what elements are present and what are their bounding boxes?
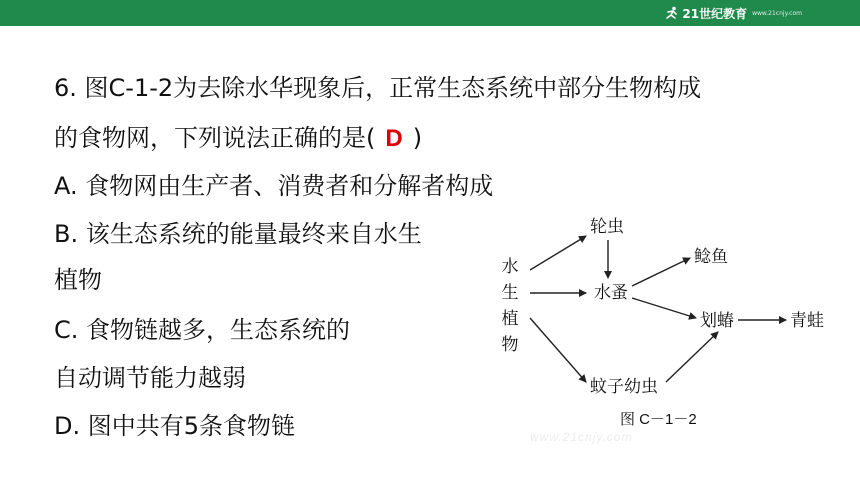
question-line-1: 6. 图C-1-2为去除水华现象后，正常生态系统中部分生物构成 [54, 74, 702, 102]
answer-mark: D [385, 125, 403, 152]
node-dragonfly-nymph: 划蝽 [700, 311, 734, 331]
option-a: A. 食物网由生产者、消费者和分解者构成 [54, 172, 494, 200]
node-minnow: 鲶鱼 [694, 247, 728, 267]
logo-text: 21世纪教育 [682, 6, 748, 21]
option-b: B. 该生态系统的能量最终来自水生 [54, 220, 422, 248]
option-c: C. 食物链越多，生态系统的 [54, 316, 351, 344]
node-producer-char: 水 [501, 257, 519, 277]
arrow-water-flea-to-minnow [632, 258, 690, 286]
node-producer-char: 生 [501, 283, 519, 303]
closing-paren: ) [412, 124, 423, 152]
node-producer-char: 物 [501, 335, 519, 355]
question-stem-end: 的食物网，下列说法正确的是( [54, 124, 376, 152]
option-d: D. 图中共有5条食物链 [54, 412, 296, 440]
option-c-continued: 自动调节能力越弱 [54, 364, 246, 392]
diagram-caption: 图 C－1－2 [620, 411, 697, 428]
watermark: www.21cnjy.com [530, 430, 633, 444]
logo-subtext: www.21cnjy.com [752, 9, 802, 17]
node-producer-char: 植 [501, 309, 519, 329]
node-mosquito-larva: 蚊子幼虫 [590, 377, 658, 397]
node-frog: 青蛙 [790, 311, 824, 331]
site-logo [665, 4, 802, 22]
food-web-diagram [490, 200, 830, 440]
option-b-continued: 植物 [54, 266, 102, 294]
arrow-water-flea-to-dragonfly-nymph [632, 298, 696, 318]
question-line-2 [54, 122, 422, 155]
node-producer [502, 257, 519, 355]
arrow-producer-to-rotifer [530, 236, 586, 270]
header-bar [0, 0, 860, 26]
arrow-mosquito-larva-to-dragonfly-nymph [666, 332, 718, 382]
node-rotifer: 轮虫 [590, 217, 624, 237]
runner-icon [665, 6, 679, 20]
arrow-producer-to-mosquito-larva [530, 318, 586, 382]
node-water-flea: 水蚤 [594, 283, 628, 303]
